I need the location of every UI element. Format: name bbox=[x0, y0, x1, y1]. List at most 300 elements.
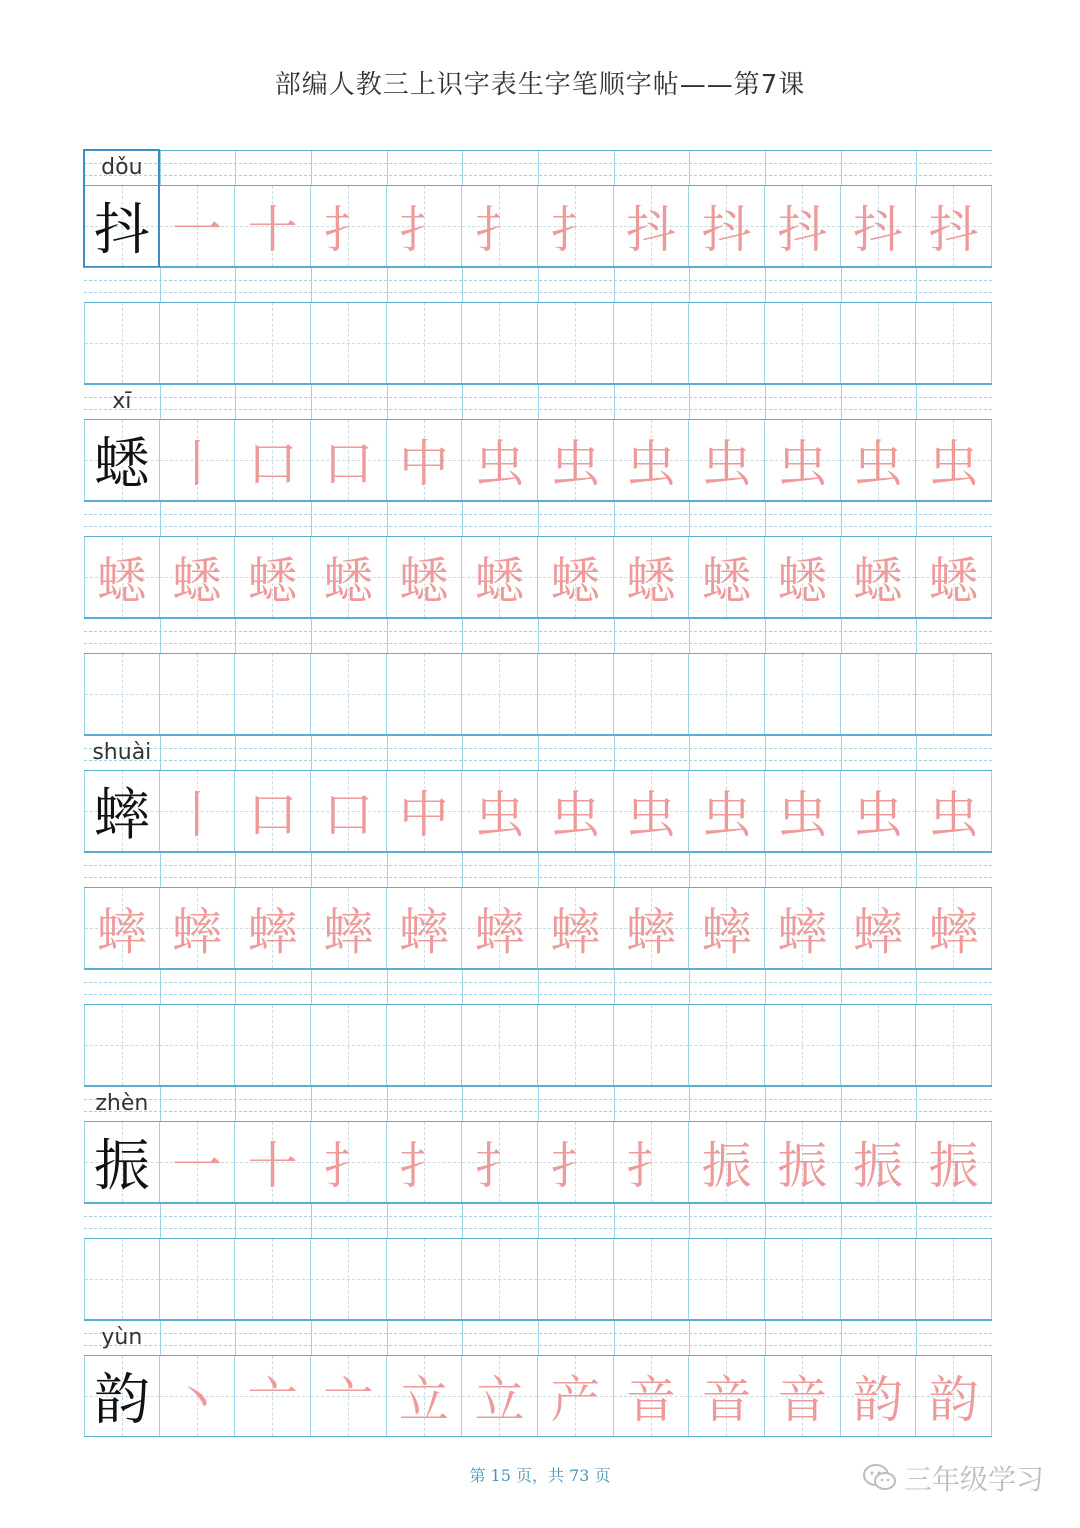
grid-line bbox=[765, 268, 766, 302]
practice-cell bbox=[235, 537, 311, 617]
stroke-step-glyph: 蟋 bbox=[625, 552, 676, 610]
practice-cell bbox=[235, 1005, 311, 1085]
grid-line bbox=[311, 385, 312, 419]
stroke-step-glyph: 口 bbox=[323, 435, 374, 493]
grid-line bbox=[160, 619, 161, 653]
grid-guide bbox=[841, 1279, 916, 1280]
character-row bbox=[84, 887, 992, 969]
grid-guide bbox=[235, 1279, 310, 1280]
grid-line bbox=[916, 853, 917, 887]
practice-cell bbox=[311, 654, 387, 734]
practice-cell bbox=[689, 1356, 765, 1436]
stroke-step-glyph: 立 bbox=[398, 1371, 449, 1429]
grid-guide bbox=[387, 1279, 462, 1280]
stroke-step-glyph: 扌 bbox=[550, 201, 601, 259]
practice-cell bbox=[916, 888, 992, 968]
character-row bbox=[84, 770, 992, 852]
pinyin-row bbox=[84, 501, 992, 536]
model-character: 振 bbox=[93, 1134, 150, 1199]
practice-cell bbox=[235, 654, 311, 734]
grid-line bbox=[462, 619, 463, 653]
stroke-step-glyph: 一 bbox=[171, 1137, 222, 1195]
grid-guide bbox=[765, 1279, 840, 1280]
pinyin-label: yùn bbox=[101, 1325, 143, 1350]
stroke-step-glyph: 虫 bbox=[625, 786, 676, 844]
practice-cell bbox=[689, 537, 765, 617]
grid-guide bbox=[916, 694, 991, 695]
page-number: 第 15 页，共 73 页 bbox=[469, 1466, 611, 1485]
grid-line bbox=[841, 1087, 842, 1121]
stroke-step-glyph: 蟋 bbox=[474, 552, 525, 610]
grid-line bbox=[538, 268, 539, 302]
grid-line bbox=[765, 736, 766, 770]
stroke-step-glyph: 蟋 bbox=[852, 552, 903, 610]
character-row bbox=[84, 1238, 992, 1320]
practice-cell bbox=[387, 888, 463, 968]
grid-line bbox=[765, 853, 766, 887]
grid-line bbox=[462, 736, 463, 770]
stroke-step-glyph: 虫 bbox=[625, 435, 676, 493]
grid-line bbox=[160, 385, 161, 419]
practice-cell bbox=[916, 771, 992, 851]
practice-cell bbox=[462, 303, 538, 383]
stroke-step-glyph: 振 bbox=[852, 1137, 903, 1195]
grid-line bbox=[387, 736, 388, 770]
stroke-step-glyph: 韵 bbox=[928, 1371, 979, 1429]
grid-line bbox=[841, 1204, 842, 1238]
grid-line bbox=[689, 1204, 690, 1238]
grid-guide bbox=[689, 694, 764, 695]
grid-line bbox=[689, 385, 690, 419]
grid-line bbox=[689, 268, 690, 302]
practice-cell bbox=[311, 888, 387, 968]
grid-line bbox=[160, 1204, 161, 1238]
grid-line bbox=[614, 1204, 615, 1238]
practice-cell bbox=[160, 771, 236, 851]
practice-cell bbox=[765, 1356, 841, 1436]
practice-cell bbox=[387, 303, 463, 383]
grid-guide bbox=[841, 343, 916, 344]
grid-guide bbox=[311, 343, 386, 344]
grid-line bbox=[614, 853, 615, 887]
grid-guide bbox=[538, 694, 613, 695]
grid-guide bbox=[841, 694, 916, 695]
practice-cell bbox=[841, 888, 917, 968]
stroke-step-glyph: 虫 bbox=[474, 786, 525, 844]
grid-line bbox=[689, 1321, 690, 1355]
grid-line bbox=[765, 1204, 766, 1238]
stroke-step-glyph: 虫 bbox=[852, 435, 903, 493]
grid-line bbox=[614, 385, 615, 419]
practice-cell bbox=[84, 303, 160, 383]
stroke-step-glyph: 虫 bbox=[701, 786, 752, 844]
grid-guide bbox=[235, 343, 310, 344]
character-row bbox=[84, 419, 992, 501]
stroke-step-glyph: 扌 bbox=[398, 201, 449, 259]
stroke-step-glyph: 口 bbox=[323, 786, 374, 844]
grid-guide bbox=[538, 1045, 613, 1046]
stroke-step-glyph: 一 bbox=[171, 201, 222, 259]
practice-cell bbox=[235, 186, 311, 266]
stroke-step-glyph: 蟋 bbox=[550, 552, 601, 610]
stroke-step-glyph: 蟀 bbox=[247, 903, 298, 961]
grid-line bbox=[765, 385, 766, 419]
practice-cell bbox=[311, 303, 387, 383]
practice-cell bbox=[765, 888, 841, 968]
grid-line bbox=[538, 736, 539, 770]
grid-line bbox=[235, 736, 236, 770]
grid-guide bbox=[689, 1045, 764, 1046]
practice-cell bbox=[765, 1122, 841, 1202]
pinyin-row bbox=[84, 384, 992, 419]
grid-line bbox=[160, 502, 161, 536]
grid-guide bbox=[614, 1279, 689, 1280]
practice-cell bbox=[614, 1356, 690, 1436]
grid-line bbox=[765, 1087, 766, 1121]
grid-line bbox=[462, 853, 463, 887]
practice-cell bbox=[538, 771, 614, 851]
practice-cell bbox=[538, 303, 614, 383]
practice-cell bbox=[689, 1005, 765, 1085]
stroke-step-glyph: 振 bbox=[701, 1137, 752, 1195]
grid-line bbox=[841, 1321, 842, 1355]
model-character-cell bbox=[84, 186, 160, 266]
grid-line bbox=[916, 970, 917, 1004]
practice-cell bbox=[160, 888, 236, 968]
pinyin-label: xī bbox=[112, 389, 132, 414]
grid-line bbox=[311, 853, 312, 887]
grid-guide bbox=[235, 1045, 310, 1046]
grid-guide bbox=[311, 1279, 386, 1280]
pinyin-row bbox=[84, 1320, 992, 1355]
stroke-step-glyph: 蟋 bbox=[928, 552, 979, 610]
grid-line bbox=[538, 1321, 539, 1355]
grid-line bbox=[311, 268, 312, 302]
stroke-step-glyph: 扌 bbox=[550, 1137, 601, 1195]
pinyin-label: dǒu bbox=[101, 155, 143, 180]
stroke-step-glyph: 虫 bbox=[777, 786, 828, 844]
stroke-step-glyph: 中 bbox=[398, 786, 449, 844]
practice-cell bbox=[235, 303, 311, 383]
practice-cell bbox=[689, 1122, 765, 1202]
practice-cell bbox=[765, 1005, 841, 1085]
practice-cell bbox=[916, 1122, 992, 1202]
grid-line bbox=[689, 1087, 690, 1121]
grid-line bbox=[160, 736, 161, 770]
grid-line bbox=[841, 151, 842, 185]
practice-cell bbox=[462, 771, 538, 851]
grid-line bbox=[311, 502, 312, 536]
grid-line bbox=[538, 502, 539, 536]
stroke-step-glyph: 蟀 bbox=[398, 903, 449, 961]
grid-line bbox=[235, 502, 236, 536]
grid-line bbox=[387, 385, 388, 419]
practice-cell bbox=[387, 420, 463, 500]
grid-line bbox=[689, 736, 690, 770]
stroke-step-glyph: 虫 bbox=[701, 435, 752, 493]
stroke-step-glyph: 蟋 bbox=[96, 552, 147, 610]
grid-guide bbox=[85, 1045, 159, 1046]
grid-line bbox=[538, 853, 539, 887]
wechat-icon bbox=[862, 1462, 898, 1494]
grid-line bbox=[235, 970, 236, 1004]
practice-cell bbox=[765, 654, 841, 734]
grid-line bbox=[387, 151, 388, 185]
grid-line bbox=[311, 1321, 312, 1355]
practice-cell bbox=[689, 420, 765, 500]
practice-cell bbox=[916, 1239, 992, 1319]
grid-line bbox=[235, 1087, 236, 1121]
stroke-step-glyph: 虫 bbox=[928, 786, 979, 844]
grid-line bbox=[387, 1204, 388, 1238]
pinyin-row bbox=[84, 735, 992, 770]
grid-line bbox=[160, 970, 161, 1004]
practice-cell bbox=[916, 1005, 992, 1085]
practice-cell bbox=[614, 771, 690, 851]
grid-guide bbox=[311, 694, 386, 695]
stroke-step-glyph: 蟀 bbox=[550, 903, 601, 961]
practice-cell bbox=[160, 1356, 236, 1436]
practice-cell bbox=[689, 654, 765, 734]
practice-cell bbox=[462, 420, 538, 500]
grid-guide bbox=[462, 1279, 537, 1280]
grid-line bbox=[387, 1321, 388, 1355]
page-title: 部编人教三上识字表生字笔顺字帖——第7课 bbox=[274, 70, 806, 100]
grid-line bbox=[614, 1321, 615, 1355]
stroke-step-glyph: 虫 bbox=[777, 435, 828, 493]
stroke-step-glyph: 丨 bbox=[171, 435, 222, 493]
stroke-step-glyph: 虫 bbox=[852, 786, 903, 844]
grid-line bbox=[689, 619, 690, 653]
practice-cell bbox=[235, 1239, 311, 1319]
grid-line bbox=[462, 1204, 463, 1238]
stroke-step-glyph: 蟀 bbox=[96, 903, 147, 961]
stroke-step-glyph: 振 bbox=[777, 1137, 828, 1195]
character-row bbox=[84, 1121, 992, 1203]
grid-guide bbox=[462, 1045, 537, 1046]
grid-line bbox=[614, 151, 615, 185]
practice-cell bbox=[311, 537, 387, 617]
practice-cell bbox=[84, 888, 160, 968]
grid-guide bbox=[387, 694, 462, 695]
grid-line bbox=[689, 970, 690, 1004]
grid-line bbox=[387, 502, 388, 536]
grid-line bbox=[311, 1087, 312, 1121]
grid-guide bbox=[387, 343, 462, 344]
practice-cell bbox=[311, 1239, 387, 1319]
grid-guide bbox=[160, 694, 235, 695]
stroke-step-glyph: 亠 bbox=[323, 1371, 374, 1429]
practice-cell bbox=[462, 186, 538, 266]
stroke-step-glyph: 蟀 bbox=[171, 903, 222, 961]
grid-guide bbox=[311, 1045, 386, 1046]
practice-cell bbox=[538, 537, 614, 617]
practice-cell bbox=[916, 654, 992, 734]
grid-line bbox=[311, 970, 312, 1004]
grid-line bbox=[614, 736, 615, 770]
grid-guide bbox=[614, 343, 689, 344]
practice-cell bbox=[160, 303, 236, 383]
practice-cell bbox=[160, 1005, 236, 1085]
practice-cell bbox=[841, 537, 917, 617]
grid-guide bbox=[916, 1045, 991, 1046]
grid-guide bbox=[614, 694, 689, 695]
practice-cell bbox=[387, 1005, 463, 1085]
grid-line bbox=[387, 1087, 388, 1121]
practice-cell bbox=[387, 537, 463, 617]
practice-cell bbox=[689, 771, 765, 851]
practice-cell bbox=[538, 1356, 614, 1436]
grid-line bbox=[841, 853, 842, 887]
model-character: 抖 bbox=[93, 198, 150, 263]
grid-line bbox=[614, 268, 615, 302]
practice-cell bbox=[160, 654, 236, 734]
grid-guide bbox=[462, 343, 537, 344]
model-character: 蟋 bbox=[93, 432, 150, 497]
grid-guide bbox=[387, 1045, 462, 1046]
stroke-step-glyph: 扌 bbox=[625, 1137, 676, 1195]
grid-line bbox=[387, 619, 388, 653]
grid-guide bbox=[462, 694, 537, 695]
stroke-step-glyph: 口 bbox=[247, 786, 298, 844]
practice-cell bbox=[311, 771, 387, 851]
stroke-step-glyph: 中 bbox=[398, 435, 449, 493]
pinyin-row bbox=[84, 267, 992, 302]
practice-cell bbox=[538, 420, 614, 500]
practice-cell bbox=[462, 1005, 538, 1085]
watermark-text: 三年级学习 bbox=[903, 1463, 1044, 1496]
grid-line bbox=[160, 853, 161, 887]
grid-guide bbox=[614, 1045, 689, 1046]
character-row bbox=[84, 302, 992, 384]
practice-cell bbox=[462, 1356, 538, 1436]
grid-line bbox=[614, 1087, 615, 1121]
stroke-step-glyph: 蟀 bbox=[474, 903, 525, 961]
grid-line bbox=[462, 1087, 463, 1121]
pinyin-row bbox=[84, 1203, 992, 1238]
stroke-step-glyph: 丶 bbox=[171, 1371, 222, 1429]
stroke-step-glyph: 抖 bbox=[701, 201, 752, 259]
practice-cell bbox=[462, 888, 538, 968]
practice-cell bbox=[765, 771, 841, 851]
stroke-step-glyph: 蟀 bbox=[852, 903, 903, 961]
practice-cell bbox=[841, 303, 917, 383]
practice-cell bbox=[235, 1122, 311, 1202]
practice-cell bbox=[841, 1005, 917, 1085]
stroke-step-glyph: 虫 bbox=[550, 786, 601, 844]
practice-cell bbox=[689, 186, 765, 266]
grid-line bbox=[538, 1204, 539, 1238]
grid-line bbox=[538, 619, 539, 653]
practice-cell bbox=[84, 537, 160, 617]
grid-line bbox=[841, 736, 842, 770]
practice-cell bbox=[614, 654, 690, 734]
grid-line bbox=[387, 268, 388, 302]
stroke-step-glyph: 抖 bbox=[777, 201, 828, 259]
practice-cell bbox=[841, 420, 917, 500]
grid-guide bbox=[916, 1279, 991, 1280]
stroke-step-glyph: 韵 bbox=[852, 1371, 903, 1429]
practice-cell bbox=[311, 1005, 387, 1085]
practice-cell bbox=[538, 1005, 614, 1085]
grid-guide bbox=[765, 343, 840, 344]
grid-guide bbox=[538, 343, 613, 344]
practice-cell bbox=[160, 1239, 236, 1319]
stroke-step-glyph: 蟋 bbox=[398, 552, 449, 610]
practice-cell bbox=[614, 303, 690, 383]
grid-line bbox=[765, 502, 766, 536]
practice-cell bbox=[387, 1356, 463, 1436]
character-row bbox=[84, 185, 992, 267]
pinyin-row bbox=[84, 1086, 992, 1121]
practice-cell bbox=[916, 186, 992, 266]
practice-cell bbox=[614, 888, 690, 968]
grid-line bbox=[614, 502, 615, 536]
character-row bbox=[84, 653, 992, 735]
practice-cell bbox=[311, 1122, 387, 1202]
model-character-cell bbox=[84, 1122, 160, 1202]
practice-cell bbox=[841, 1122, 917, 1202]
practice-cell bbox=[84, 1005, 160, 1085]
grid-line bbox=[311, 736, 312, 770]
practice-cell bbox=[689, 888, 765, 968]
practice-cell bbox=[765, 186, 841, 266]
grid-line bbox=[462, 385, 463, 419]
grid-line bbox=[916, 385, 917, 419]
practice-cell bbox=[311, 1356, 387, 1436]
practice-cell bbox=[765, 537, 841, 617]
grid-line bbox=[538, 970, 539, 1004]
grid-line bbox=[311, 1204, 312, 1238]
practice-cell bbox=[916, 303, 992, 383]
grid-guide bbox=[160, 343, 235, 344]
stroke-step-glyph: 丨 bbox=[171, 786, 222, 844]
grid-line bbox=[841, 970, 842, 1004]
grid-line bbox=[462, 1321, 463, 1355]
grid-line bbox=[462, 151, 463, 185]
practice-cell bbox=[538, 888, 614, 968]
practice-cell bbox=[538, 1122, 614, 1202]
stroke-step-glyph: 扌 bbox=[474, 1137, 525, 1195]
grid-line bbox=[235, 268, 236, 302]
grid-line bbox=[916, 1204, 917, 1238]
practice-cell bbox=[538, 654, 614, 734]
grid-line bbox=[235, 1204, 236, 1238]
stroke-step-glyph: 蟀 bbox=[625, 903, 676, 961]
grid-line bbox=[765, 619, 766, 653]
grid-line bbox=[765, 1321, 766, 1355]
stroke-step-glyph: 亠 bbox=[247, 1371, 298, 1429]
practice-cell bbox=[765, 303, 841, 383]
grid-line bbox=[387, 853, 388, 887]
stroke-step-glyph: 音 bbox=[777, 1371, 828, 1429]
practice-cell bbox=[462, 654, 538, 734]
grid-line bbox=[841, 268, 842, 302]
pinyin-row bbox=[84, 852, 992, 887]
stroke-step-glyph: 立 bbox=[474, 1371, 525, 1429]
practice-cell bbox=[387, 186, 463, 266]
practice-cell bbox=[84, 1239, 160, 1319]
grid-line bbox=[235, 853, 236, 887]
stroke-step-glyph: 蟋 bbox=[247, 552, 298, 610]
practice-sheet bbox=[84, 150, 992, 1437]
stroke-step-glyph: 蟀 bbox=[323, 903, 374, 961]
grid-guide bbox=[160, 1045, 235, 1046]
stroke-step-glyph: 虫 bbox=[928, 435, 979, 493]
grid-guide bbox=[765, 1045, 840, 1046]
grid-line bbox=[916, 1321, 917, 1355]
practice-cell bbox=[387, 654, 463, 734]
